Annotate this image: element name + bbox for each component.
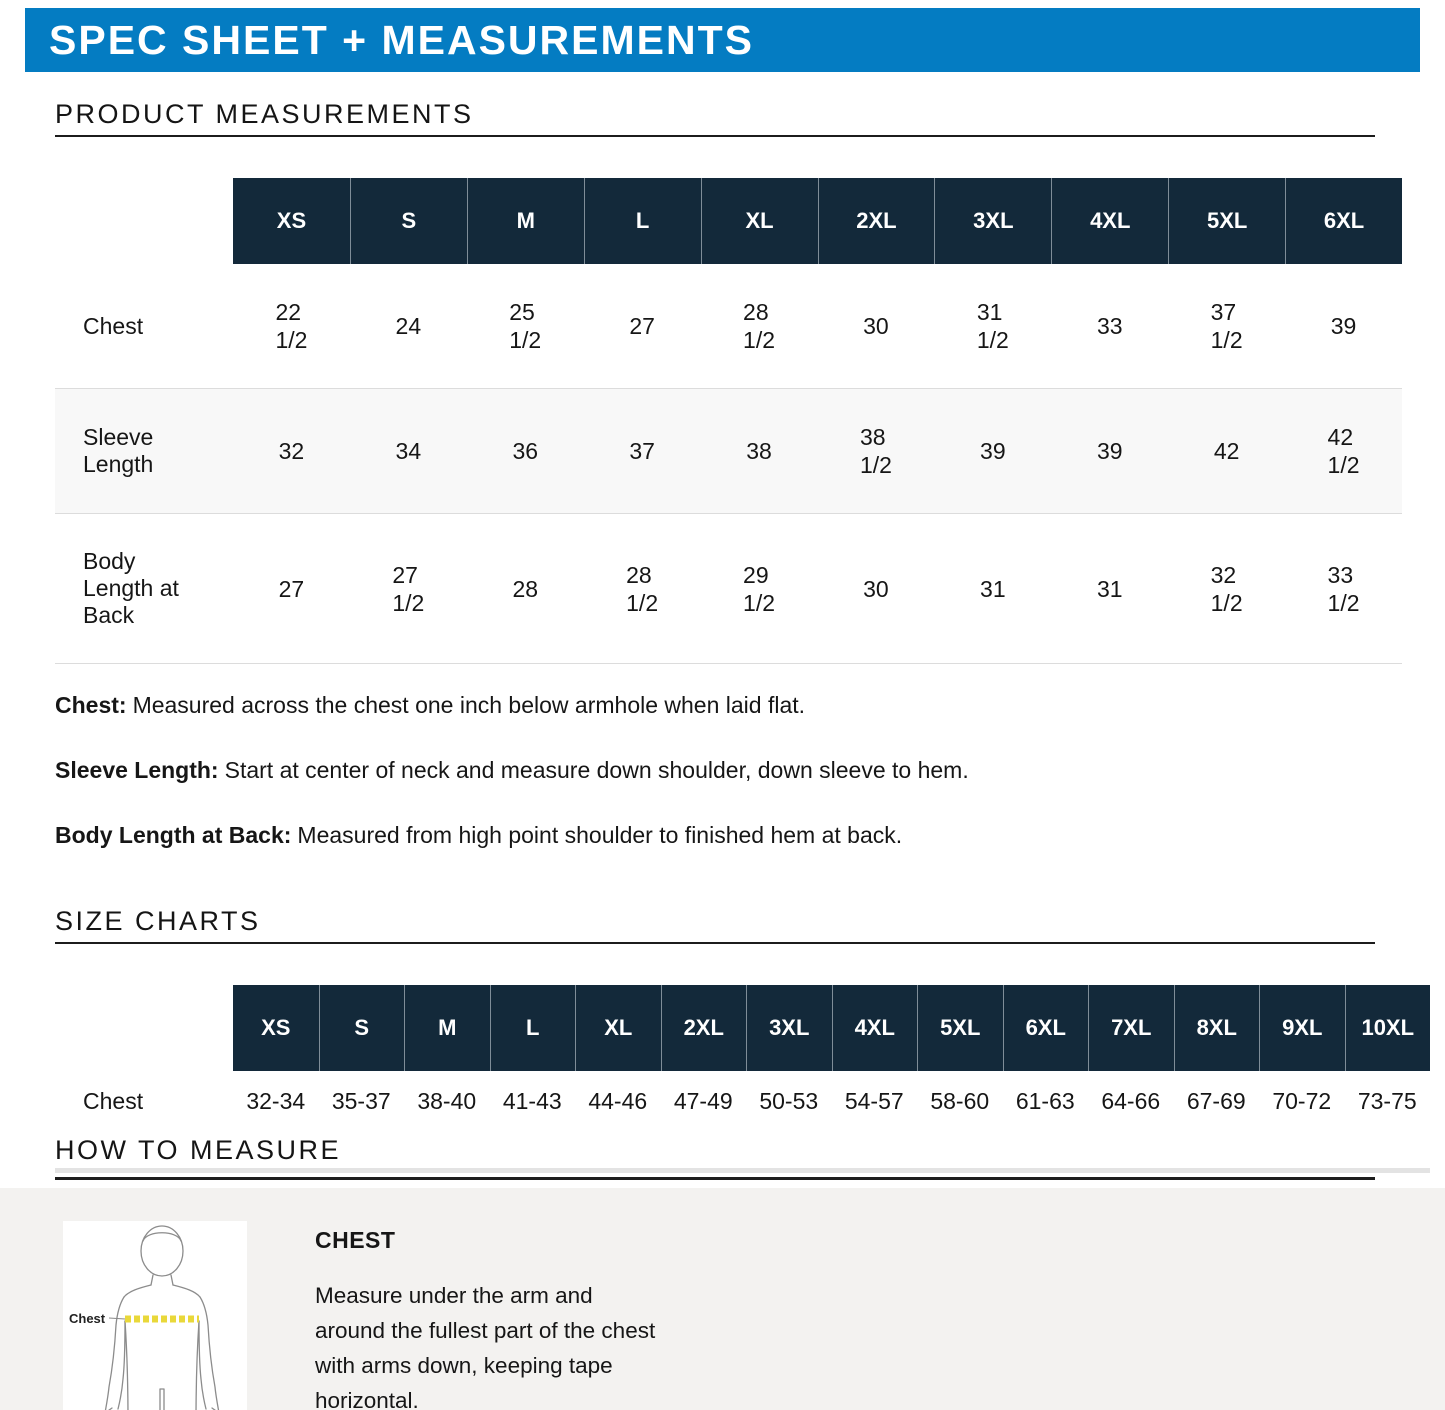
measurement-cell: 73-75: [1357, 1088, 1417, 1114]
row-label: Body Length at Back: [55, 514, 233, 664]
note-term: Sleeve Length:: [55, 757, 219, 783]
size-column-header: 2XL: [661, 985, 747, 1071]
measurement-cell: 27 1/2: [350, 514, 467, 664]
measurement-cell: 61-63: [1015, 1088, 1075, 1114]
table-corner: [55, 178, 233, 264]
measurement-cell: 39: [1285, 264, 1402, 389]
measurement-cell: 32 1/2: [1168, 514, 1285, 664]
measurement-cell: 38-40: [417, 1088, 477, 1114]
measurement-cell: 39: [934, 389, 1051, 514]
measurement-cell: 42 1/2: [1285, 389, 1402, 514]
size-column-header: 3XL: [934, 178, 1051, 264]
measurement-cell: 64-66: [1101, 1088, 1161, 1114]
measurement-cell: 28: [467, 514, 584, 664]
measurement-cell: 41-43: [502, 1088, 562, 1114]
size-column-header: L: [490, 985, 576, 1071]
measurement-cell: 58-60: [930, 1088, 990, 1114]
figure-right-inner-arm: [199, 1321, 206, 1409]
measurement-cell: 31: [1051, 514, 1168, 664]
measurement-cell: 37 1/2: [1168, 264, 1285, 389]
size-column-header: S: [319, 985, 405, 1071]
body-figure-box: [63, 1221, 247, 1410]
size-column-header: L: [584, 178, 701, 264]
measurement-cell: 35-37: [331, 1088, 391, 1114]
measurement-cell: 37: [584, 389, 701, 514]
note-body-length: [55, 822, 1445, 849]
figure-chest-label: Chest: [69, 1311, 106, 1326]
row-label: Sleeve Length: [55, 389, 233, 514]
figure-hair: [143, 1233, 181, 1241]
measurement-cell: 24: [350, 264, 467, 389]
note-definition: Start at center of neck and measure down shoulder, down sleeve to hem.: [224, 757, 969, 783]
measure-item-text: [315, 1278, 655, 1410]
measurement-cell: 28 1/2: [584, 514, 701, 664]
size-column-header: 5XL: [917, 985, 1003, 1071]
size-column-header: 4XL: [832, 985, 918, 1071]
size-column-header: S: [350, 178, 467, 264]
heading-rule: [55, 135, 1375, 137]
measure-text-line: Measure under the arm and: [315, 1283, 593, 1308]
size-column-header: 2XL: [818, 178, 935, 264]
measure-text-line: with arms down, keeping tape: [315, 1353, 613, 1378]
table-bottom-band: [55, 1168, 1430, 1173]
size-column-header: 3XL: [746, 985, 832, 1071]
size-column-header: XL: [701, 178, 818, 264]
product-measurements-heading: PRODUCT MEASUREMENTS: [55, 99, 474, 129]
label-pointer-line: [109, 1318, 125, 1319]
measurement-cell: 28 1/2: [701, 264, 818, 389]
size-charts-table: [55, 985, 1430, 1131]
figure-shoulders: [124, 1285, 200, 1297]
measurement-cell: 36: [467, 389, 584, 514]
measurement-cell: 38: [701, 389, 818, 514]
size-column-header: XS: [233, 985, 319, 1071]
measurement-cell: 32: [233, 389, 350, 514]
measurement-cell: 31: [934, 514, 1051, 664]
measure-text-line: horizontal.: [315, 1388, 419, 1410]
measurement-cell: 29 1/2: [701, 514, 818, 664]
figure-left-inner-arm: [118, 1321, 125, 1409]
measure-instructions: [315, 1227, 655, 1410]
measurement-cell: 50-53: [759, 1088, 819, 1114]
size-column-header: 7XL: [1088, 985, 1174, 1071]
size-column-header: 9XL: [1259, 985, 1345, 1071]
size-column-header: XL: [575, 985, 661, 1071]
measurement-cell: 70-72: [1272, 1088, 1332, 1114]
measurement-cell: 25 1/2: [467, 264, 584, 389]
figure-torso: [125, 1321, 199, 1410]
note-chest: [55, 692, 1445, 719]
banner-title: SPEC SHEET + MEASUREMENTS: [49, 16, 754, 63]
row-label: Chest: [55, 264, 233, 389]
size-column-header: M: [467, 178, 584, 264]
body-figure: [63, 1221, 247, 1410]
measure-text-line: around the fullest part of the chest: [315, 1318, 656, 1343]
how-to-measure-section: [0, 1188, 1445, 1410]
measurement-cell: 34: [350, 389, 467, 514]
product-measurements-table: [55, 178, 1402, 664]
size-column-header: 6XL: [1003, 985, 1089, 1071]
note-definition: Measured across the chest one inch below armhole when laid flat.: [132, 692, 806, 718]
size-column-header: 5XL: [1168, 178, 1285, 264]
measurement-cell: 54-57: [844, 1088, 904, 1114]
measurement-cell: 42: [1168, 389, 1285, 514]
measurement-cell: 38 1/2: [818, 389, 935, 514]
measurement-cell: 30: [818, 264, 935, 389]
heading-rule: [55, 942, 1375, 944]
measure-item-heading: CHEST: [315, 1227, 396, 1253]
figure-head: [141, 1226, 183, 1276]
size-charts-heading: SIZE CHARTS: [55, 906, 261, 936]
note-term: Chest:: [55, 692, 127, 718]
banner: [25, 8, 1420, 72]
measurement-cell: 31 1/2: [934, 264, 1051, 389]
measurement-cell: 39: [1051, 389, 1168, 514]
size-column-header: 6XL: [1285, 178, 1402, 264]
measurement-cell: 27: [584, 264, 701, 389]
size-column-header: XS: [233, 178, 350, 264]
heading-rule: [55, 1177, 1375, 1180]
note-sleeve-length: [55, 757, 1445, 784]
measurement-cell: 67-69: [1186, 1088, 1246, 1114]
size-column-header: 4XL: [1051, 178, 1168, 264]
size-column-header: 8XL: [1174, 985, 1260, 1071]
measurement-cell: 44-46: [588, 1088, 648, 1114]
measurement-cell: 32-34: [246, 1088, 306, 1114]
table-corner: [55, 985, 233, 1071]
figure-legs-gap: [160, 1389, 164, 1410]
measurement-cell: 27: [233, 514, 350, 664]
measurement-notes: [55, 692, 1445, 849]
size-column-header: 10XL: [1345, 985, 1431, 1071]
measurement-cell: 33: [1051, 264, 1168, 389]
row-label: Chest: [83, 1087, 144, 1114]
note-term: Body Length at Back:: [55, 822, 292, 848]
size-column-header: M: [404, 985, 490, 1071]
measurement-cell: 22 1/2: [233, 264, 350, 389]
measurement-cell: 30: [818, 514, 935, 664]
how-to-measure-heading: HOW TO MEASURE: [55, 1135, 342, 1165]
measurement-cell: 33 1/2: [1285, 514, 1402, 664]
measurement-cell: 47-49: [673, 1088, 733, 1114]
note-definition: Measured from high point shoulder to finished hem at back.: [297, 822, 903, 848]
